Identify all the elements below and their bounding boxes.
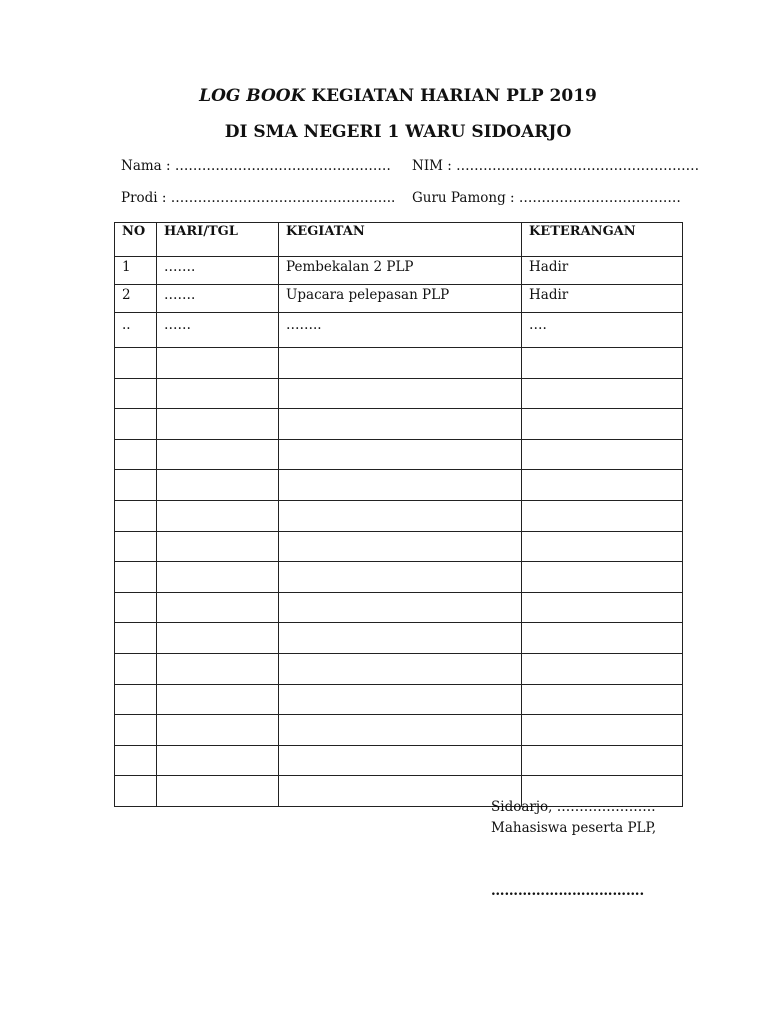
table-row-empty	[115, 348, 683, 379]
table-row-empty	[115, 592, 683, 623]
cell-no	[115, 592, 157, 623]
cell-no	[115, 500, 157, 531]
column-header-hari-tgl: HARI/TGL	[157, 223, 279, 257]
cell-keterangan	[522, 715, 683, 746]
table-row-empty	[115, 684, 683, 715]
cell-kegiatan	[279, 623, 522, 654]
cell-keterangan	[522, 745, 683, 776]
cell-hari-tgl	[157, 684, 279, 715]
cell-hari-tgl	[157, 715, 279, 746]
signature-name-line: …………………………….	[491, 883, 645, 899]
cell-keterangan	[522, 623, 683, 654]
title-italic-part: LOG BOOK	[199, 86, 306, 106]
cell-keterangan: Hadir	[522, 257, 683, 285]
cell-no: ..	[115, 313, 157, 348]
cell-hari-tgl: …….	[157, 257, 279, 285]
table-row-empty	[115, 531, 683, 562]
cell-kegiatan: ……..	[279, 313, 522, 348]
cell-kegiatan	[279, 653, 522, 684]
cell-keterangan	[522, 378, 683, 409]
cell-no	[115, 378, 157, 409]
cell-hari-tgl	[157, 439, 279, 470]
table-row	[115, 313, 683, 348]
nim-field: NIM : ………………………………………………	[412, 158, 700, 174]
cell-kegiatan	[279, 470, 522, 501]
guru-pamong-field: Guru Pamong : ………………………………	[412, 190, 681, 206]
cell-no	[115, 562, 157, 593]
nama-field: Nama : …………………………………………	[121, 158, 391, 174]
document-subtitle: DI SMA NEGERI 1 WARU SIDOARJO	[224, 122, 572, 142]
cell-keterangan	[522, 348, 683, 379]
cell-keterangan	[522, 562, 683, 593]
table-row-empty	[115, 500, 683, 531]
cell-no	[115, 745, 157, 776]
cell-keterangan	[522, 653, 683, 684]
table-row-empty	[115, 378, 683, 409]
table-row-empty	[115, 623, 683, 654]
table-row	[115, 257, 683, 285]
cell-kegiatan	[279, 745, 522, 776]
cell-hari-tgl	[157, 562, 279, 593]
cell-keterangan	[522, 500, 683, 531]
cell-kegiatan	[279, 500, 522, 531]
cell-kegiatan	[279, 378, 522, 409]
cell-no	[115, 531, 157, 562]
cell-keterangan	[522, 409, 683, 440]
cell-no	[115, 439, 157, 470]
table-header-row	[115, 223, 683, 257]
cell-hari-tgl	[157, 378, 279, 409]
cell-hari-tgl	[157, 623, 279, 654]
cell-hari-tgl	[157, 348, 279, 379]
cell-hari-tgl: …….	[157, 285, 279, 313]
cell-kegiatan	[279, 409, 522, 440]
signature-role: Mahasiswa peserta PLP,	[491, 820, 657, 836]
cell-hari-tgl	[157, 409, 279, 440]
table-row-empty	[115, 470, 683, 501]
cell-no	[115, 409, 157, 440]
cell-kegiatan	[279, 715, 522, 746]
prodi-field: Prodi : …………………………………………..	[121, 190, 396, 206]
signature-place-date: Sidoarjo, ………………….	[491, 799, 656, 815]
cell-kegiatan	[279, 562, 522, 593]
cell-hari-tgl	[157, 776, 279, 807]
table-row-empty	[115, 715, 683, 746]
cell-no	[115, 684, 157, 715]
column-header-no: NO	[115, 223, 157, 257]
cell-kegiatan: Pembekalan 2 PLP	[279, 257, 522, 285]
cell-kegiatan	[279, 776, 522, 807]
table-row-empty	[115, 409, 683, 440]
table-row-empty	[115, 439, 683, 470]
cell-keterangan	[522, 470, 683, 501]
cell-no	[115, 653, 157, 684]
log-book-table	[114, 222, 683, 807]
cell-kegiatan	[279, 684, 522, 715]
cell-keterangan	[522, 531, 683, 562]
column-header-kegiatan: KEGIATAN	[279, 223, 522, 257]
column-header-keterangan: KETERANGAN	[522, 223, 683, 257]
cell-hari-tgl	[157, 745, 279, 776]
cell-hari-tgl: ……	[157, 313, 279, 348]
cell-no: 2	[115, 285, 157, 313]
cell-keterangan: ….	[522, 313, 683, 348]
cell-no	[115, 715, 157, 746]
cell-hari-tgl	[157, 653, 279, 684]
cell-no	[115, 623, 157, 654]
cell-no: 1	[115, 257, 157, 285]
cell-kegiatan	[279, 592, 522, 623]
table-row-empty	[115, 745, 683, 776]
title-main-part: KEGIATAN HARIAN PLP 2019	[311, 86, 597, 106]
table-row-empty	[115, 653, 683, 684]
table-row	[115, 285, 683, 313]
cell-hari-tgl	[157, 470, 279, 501]
table-row-empty	[115, 562, 683, 593]
cell-no	[115, 348, 157, 379]
cell-keterangan: Hadir	[522, 285, 683, 313]
cell-kegiatan	[279, 531, 522, 562]
cell-hari-tgl	[157, 592, 279, 623]
cell-keterangan	[522, 439, 683, 470]
cell-kegiatan	[279, 439, 522, 470]
cell-hari-tgl	[157, 500, 279, 531]
cell-kegiatan	[279, 348, 522, 379]
cell-keterangan	[522, 592, 683, 623]
cell-kegiatan: Upacara pelepasan PLP	[279, 285, 522, 313]
cell-no	[115, 470, 157, 501]
cell-hari-tgl	[157, 531, 279, 562]
document-title	[0, 86, 768, 106]
cell-no	[115, 776, 157, 807]
cell-keterangan	[522, 684, 683, 715]
